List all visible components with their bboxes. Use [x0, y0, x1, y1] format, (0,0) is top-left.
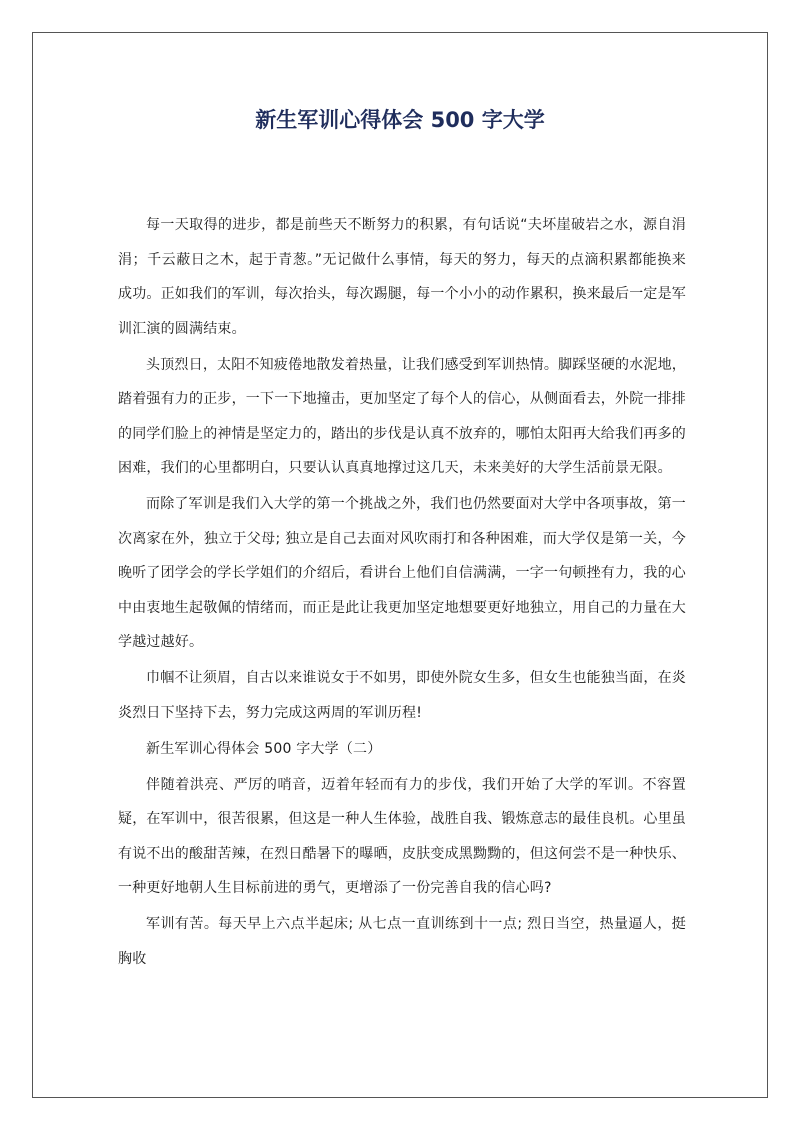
document-title: 新生军训心得体会 500 字大学	[255, 108, 545, 132]
paragraph-3: 而除了军训是我们入大学的第一个挑战之外，我们也仍然要面对大学中各项事故，第一次离家在外，独立于父母; 独立是自己去面对风吹雨打和各种困难，而大学仅是第一关，今晚听了团学会的学长学姐们的介绍后，看讲台上他们自信满满，一字一句顿挫有力，我的心中由衷地生起敬佩的情绪而，而正是此让我更加坚定地想要更好地独立，用自己的力量在大学越过越好。	[118, 496, 686, 650]
section-subheading: 新生军训心得体会 500 字大学（二）	[146, 740, 382, 757]
paragraph-4: 巾帼不让须眉，自古以来谁说女于不如男，即使外院女生多，但女生也能独当面，在炎炎烈日下坚持下去，努力完成这两周的军训历程!	[118, 670, 686, 721]
paragraph-6: 军训有苦。每天早上六点半起床; 从七点一直训练到十一点; 烈日当空，热量逼人，挺胸收	[118, 916, 686, 967]
paragraph-1: 每一天取得的进步，都是前些天不断努力的积累，有句话说“夫坏崖破岩之水，源自涓涓；千云蔽日之木，起于青葱。”无记做什么事情，每天的努力，每天的点滴积累都能换来成功。正如我们的军训，每次抬头，每次踢腿，每一个小小的动作累积，换来最后一定是军训汇演的圆满结束。	[118, 217, 686, 337]
paragraph-5: 伴随着洪亮、严厉的哨音，迈着年轻而有力的步伐，我们开始了大学的军训。不容置疑，在军训中，很苦很累，但这是一种人生体验，战胜自我、锻炼意志的最佳良机。心里虽有说不出的酸甜苦辣，在烈日酷暑下的曝晒，皮肤变成黑黝黝的，但这何尝不是一种快乐、一种更好地朝人生目标前进的勇气，更增添了一份完善自我的信心吗?	[118, 776, 686, 896]
document-body	[118, 208, 686, 978]
paragraph-2: 头顶烈日，太阳不知疲倦地散发着热量，让我们感受到军训热情。脚踩坚硬的水泥地，踏着强有力的正步，一下一下地撞击，更加坚定了每个人的信心，从侧面看去，外院一排排的同学们脸上的神情是坚定力的，踏出的步伐是认真不放弃的，哪怕太阳再大给我们再多的困难，我们的心里都明白，只要认认真真地撑过这几天，未来美好的大学生活前景无限。	[118, 356, 686, 476]
